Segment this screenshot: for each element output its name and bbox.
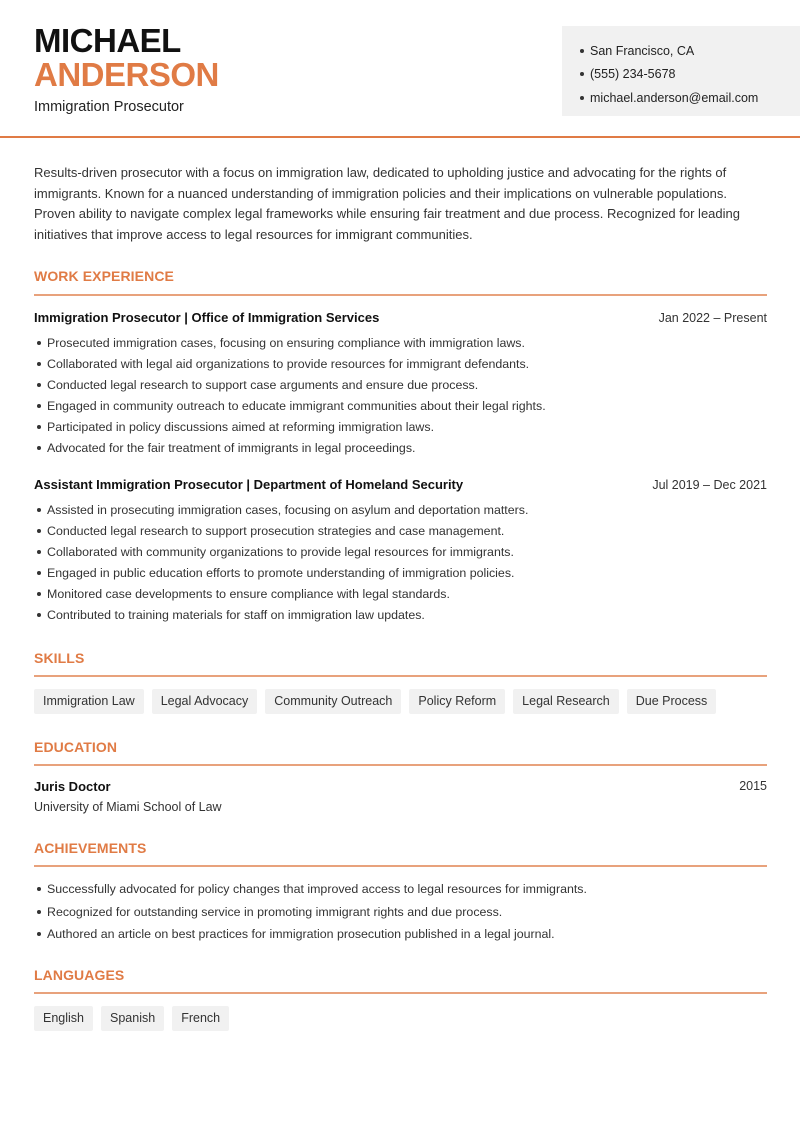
bullet-icon xyxy=(37,383,41,387)
section-divider xyxy=(34,865,767,867)
bullet-icon xyxy=(37,529,41,533)
bullet-icon xyxy=(37,571,41,575)
degree: Juris Doctor xyxy=(34,779,111,794)
contact-email-text[interactable]: michael.anderson@email.com xyxy=(590,90,759,105)
contact-phone-text: (555) 234-5678 xyxy=(590,67,676,82)
list-item xyxy=(34,604,767,625)
list-item-text: Collaborated with community organizations to provide legal resources for immigrants. xyxy=(47,544,514,559)
bullet-icon xyxy=(37,446,41,450)
achievements-heading: ACHIEVEMENTS xyxy=(34,840,147,856)
bullet-icon xyxy=(37,341,41,345)
bullet-icon xyxy=(37,932,41,936)
job-header xyxy=(34,477,767,492)
language-tag: French xyxy=(172,1006,229,1031)
section-divider xyxy=(34,294,767,296)
skill-tag: Immigration Law xyxy=(34,689,144,714)
bullet-icon xyxy=(580,96,584,100)
language-tag: Spanish xyxy=(101,1006,164,1031)
list-item xyxy=(34,353,767,374)
bullet-icon xyxy=(580,49,584,53)
list-item-text: Monitored case developments to ensure compliance with legal standards. xyxy=(47,586,450,601)
resume-header xyxy=(0,0,800,138)
job-header xyxy=(34,310,767,325)
contact-location-text: San Francisco, CA xyxy=(590,43,695,58)
job-dates: Jan 2022 – Present xyxy=(658,311,767,325)
list-item-text: Engaged in public education efforts to promote understanding of immigration policies. xyxy=(47,565,515,580)
list-item xyxy=(34,878,767,901)
skill-tag: Due Process xyxy=(627,689,717,714)
skill-tag: Policy Reform xyxy=(409,689,505,714)
skill-tag: Legal Research xyxy=(513,689,619,714)
list-item xyxy=(34,901,767,924)
job-role: Assistant Immigration Prosecutor | Department of Homeland Security xyxy=(34,477,464,492)
job-dates: Jul 2019 – Dec 2021 xyxy=(652,478,767,492)
list-item xyxy=(34,923,767,946)
job-bullets xyxy=(34,332,767,459)
bullet-icon xyxy=(37,425,41,429)
skills-tags xyxy=(34,689,716,714)
list-item-text: Advocated for the fair treatment of immigrants in legal proceedings. xyxy=(47,441,416,456)
list-item xyxy=(34,520,767,541)
bullet-icon xyxy=(37,592,41,596)
languages-tags xyxy=(34,1006,229,1031)
language-tag: English xyxy=(34,1006,93,1031)
skills-heading: SKILLS xyxy=(34,650,85,666)
achievements-list xyxy=(34,878,767,946)
education-heading: EDUCATION xyxy=(34,739,118,755)
list-item xyxy=(34,562,767,583)
list-item-text: Conducted legal research to support prosecution strategies and case management. xyxy=(47,523,505,538)
bullet-icon xyxy=(37,910,41,914)
contact-email[interactable] xyxy=(580,86,800,110)
bullet-icon xyxy=(37,362,41,366)
bullet-icon xyxy=(37,887,41,891)
list-item-text: Engaged in community outreach to educate immigrant communities about their legal rights. xyxy=(47,398,546,413)
list-item xyxy=(34,437,767,458)
list-item-text: Collaborated with legal aid organizations to provide resources for immigrant defendants. xyxy=(47,356,530,371)
job-role: Immigration Prosecutor | Office of Immigration Services xyxy=(34,310,380,325)
list-item-text: Authored an article on best practices for immigration prosecution published in a legal journal. xyxy=(47,927,555,942)
list-item-text: Prosecuted immigration cases, focusing on ensuring compliance with immigration laws. xyxy=(47,335,525,350)
bullet-icon xyxy=(37,404,41,408)
skill-tag: Legal Advocacy xyxy=(152,689,258,714)
graduation-year: 2015 xyxy=(739,779,767,793)
section-divider xyxy=(34,675,767,677)
list-item-text: Recognized for outstanding service in promoting immigrant rights and due process. xyxy=(47,904,503,919)
school-name: University of Miami School of Law xyxy=(34,800,222,814)
languages-heading: LANGUAGES xyxy=(34,967,125,983)
list-item-text: Assisted in prosecuting immigration cases, focusing on asylum and deportation matters. xyxy=(47,502,529,517)
list-item xyxy=(34,416,767,437)
contact-phone xyxy=(580,63,800,87)
list-item xyxy=(34,583,767,604)
section-divider xyxy=(34,764,767,766)
education-header xyxy=(34,779,767,794)
bullet-icon xyxy=(37,550,41,554)
list-item xyxy=(34,374,767,395)
contact-location xyxy=(580,39,800,63)
list-item-text: Participated in policy discussions aimed at reforming immigration laws. xyxy=(47,419,435,434)
bullet-icon xyxy=(37,613,41,617)
list-item-text: Successfully advocated for policy changes that improved access to legal resources for immigrants. xyxy=(47,882,587,897)
list-item xyxy=(34,541,767,562)
work-experience-heading: WORK EXPERIENCE xyxy=(34,268,174,284)
section-divider xyxy=(34,992,767,994)
summary: Results-driven prosecutor with a focus on immigration law, dedicated to upholding justice and advocating for the rights of immigrants. Known for a nuanced understanding of immigration policies and their implications on vulnerable populations. Proven ability to navigate complex legal frameworks while ensuring fair treatment and due process. Recognized for leading initiatives that improve access to legal resources for immigrant communities. xyxy=(34,165,740,242)
bullet-icon xyxy=(37,508,41,512)
bullet-icon xyxy=(580,72,584,76)
list-item xyxy=(34,332,767,353)
contact-box xyxy=(562,26,800,116)
last-name: ANDERSON xyxy=(34,56,219,93)
first-name: MICHAEL xyxy=(34,22,181,59)
job-bullets xyxy=(34,499,767,626)
list-item-text: Conducted legal research to support case arguments and ensure due process. xyxy=(47,377,479,392)
list-item-text: Contributed to training materials for staff on immigration law updates. xyxy=(47,608,425,623)
job-title: Immigration Prosecutor xyxy=(34,99,184,115)
list-item xyxy=(34,395,767,416)
list-item xyxy=(34,499,767,520)
skill-tag: Community Outreach xyxy=(265,689,401,714)
